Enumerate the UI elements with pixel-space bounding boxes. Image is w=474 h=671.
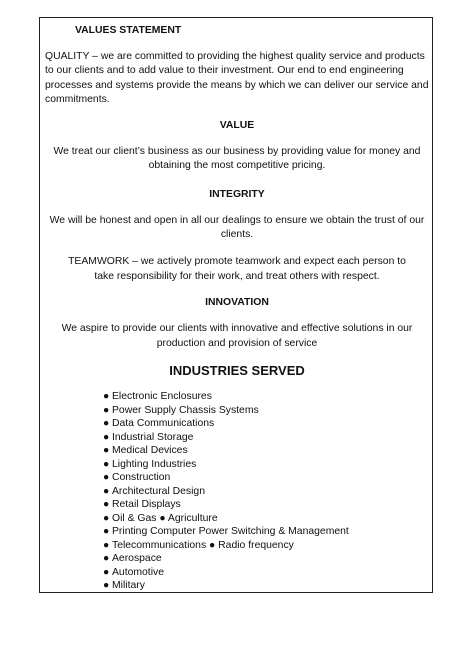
industries-list bbox=[103, 390, 429, 593]
list-item-label: Lighting Industries bbox=[112, 458, 197, 470]
list-item bbox=[103, 525, 429, 539]
bullet-icon: ● bbox=[103, 566, 110, 578]
list-item-label: Power Supply Chassis Systems bbox=[112, 404, 259, 416]
list-item-label: Industrial Storage bbox=[112, 431, 194, 443]
teamwork-paragraph: TEAMWORK – we actively promote teamwork and expect each person to take responsibility for their work, and treat others with respect. bbox=[68, 256, 406, 282]
list-item-label: Military bbox=[112, 580, 145, 592]
bullet-icon: ● bbox=[103, 391, 110, 403]
list-item-label: Printing Computer Power Switching & Management bbox=[112, 526, 349, 538]
list-item bbox=[103, 390, 429, 404]
list-item bbox=[103, 417, 429, 431]
bullet-icon: ● bbox=[103, 553, 110, 565]
list-item-label: Medical Devices bbox=[112, 445, 188, 457]
bullet-icon: ● bbox=[103, 472, 110, 484]
list-item-label: Data Communications bbox=[112, 418, 215, 430]
bullet-icon: ● bbox=[103, 418, 110, 430]
list-item-label: Architectural Design bbox=[112, 485, 205, 497]
bullet-icon: ● bbox=[103, 445, 110, 457]
list-item bbox=[103, 431, 429, 445]
list-item bbox=[103, 512, 429, 526]
bullet-icon: ● bbox=[103, 485, 110, 497]
list-item bbox=[103, 539, 429, 553]
list-item bbox=[103, 404, 429, 418]
list-item-label: Telecommunications ● Radio frequency bbox=[112, 539, 294, 551]
document-content bbox=[45, 24, 429, 593]
bullet-icon: ● bbox=[103, 526, 110, 538]
bullet-icon: ● bbox=[103, 458, 110, 470]
value-paragraph: We treat our client’s business as our business by providing value for money and obtaining the most competitive pricing. bbox=[53, 145, 421, 172]
innovation-heading: INNOVATION bbox=[205, 297, 269, 309]
values-statement-heading: VALUES STATEMENT bbox=[75, 25, 182, 36]
list-item bbox=[103, 485, 429, 499]
list-item bbox=[103, 579, 429, 593]
list-item-label: Aerospace bbox=[112, 553, 162, 565]
list-item-label: Automotive bbox=[112, 566, 164, 578]
list-item bbox=[103, 471, 429, 485]
bullet-icon: ● bbox=[103, 512, 110, 524]
list-item bbox=[103, 458, 429, 472]
list-item bbox=[103, 566, 429, 580]
bullet-icon: ● bbox=[103, 539, 110, 551]
industries-served-heading: INDUSTRIES SERVED bbox=[169, 363, 305, 379]
bullet-icon: ● bbox=[103, 404, 110, 416]
integrity-paragraph: We will be honest and open in all our dealings to ensure we obtain the trust of our clients. bbox=[49, 214, 425, 241]
innovation-paragraph: We aspire to provide our clients with innovative and effective solutions in our production and provision of service bbox=[61, 323, 413, 349]
bullet-icon: ● bbox=[103, 499, 110, 511]
value-heading: VALUE bbox=[219, 119, 255, 131]
list-item bbox=[103, 498, 429, 512]
list-item bbox=[103, 444, 429, 458]
list-item-label: Oil & Gas ● Agriculture bbox=[112, 512, 218, 524]
list-item-label: Construction bbox=[112, 472, 171, 484]
list-item-label: Electronic Enclosures bbox=[112, 391, 212, 403]
quality-paragraph: QUALITY – we are committed to providing the highest quality service and products to our clients and to add value to their investment. Our end to end engineering processes and systems provide the means by which we can deliver our service and commitments. bbox=[45, 51, 429, 106]
list-item bbox=[103, 552, 429, 566]
bullet-icon: ● bbox=[103, 431, 110, 443]
list-item-label: Retail Displays bbox=[112, 499, 181, 511]
integrity-heading: INTEGRITY bbox=[209, 188, 265, 200]
bullet-icon: ● bbox=[103, 580, 110, 592]
